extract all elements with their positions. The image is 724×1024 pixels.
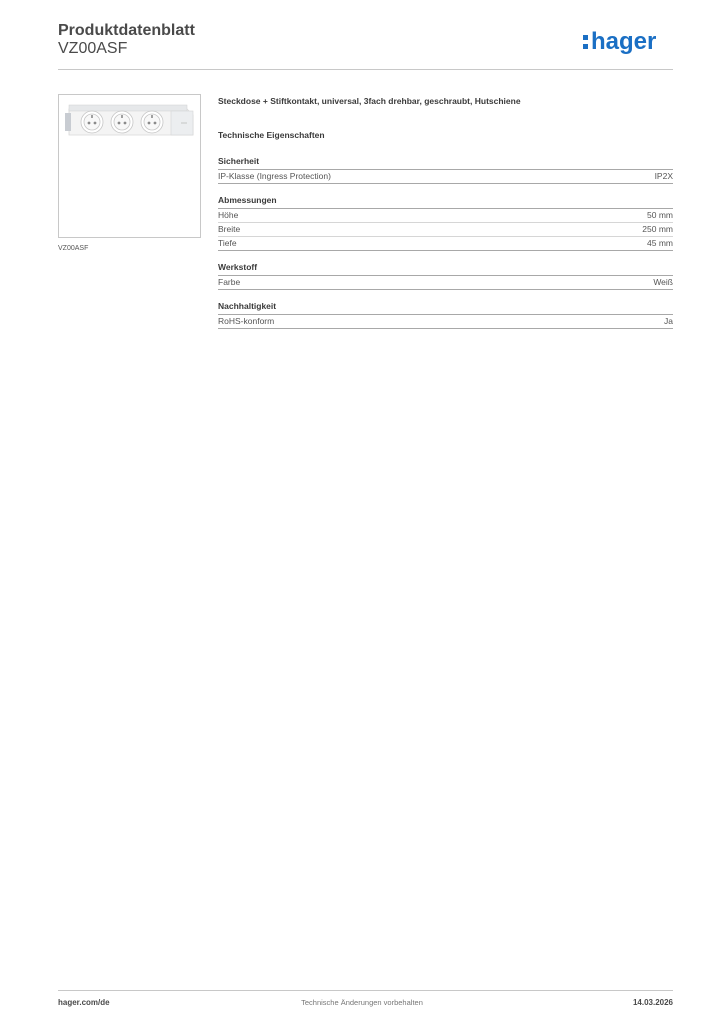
product-image [58,94,201,238]
section-title: Werkstoff [218,262,673,276]
image-caption: VZ00ASF [58,245,89,252]
footer-divider [58,990,673,991]
technical-properties-title: Technische Eigenschaften [218,130,325,140]
property-label: Farbe [218,277,241,287]
section-sicherheit [218,156,673,184]
property-row [218,237,673,251]
logo-text: hager [591,28,657,55]
property-value: IP2X [654,171,673,181]
property-label: RoHS-konform [218,316,275,326]
document-title: Produktdatenblatt [58,22,195,39]
property-value: 45 mm [647,238,673,248]
section-werkstoff [218,262,673,290]
footer-disclaimer: Technische Änderungen vorbehalten [301,998,423,1007]
footer-website: hager.com/de [58,998,110,1007]
property-label: Breite [218,224,241,234]
product-description: Steckdose + Stiftkontakt, universal, 3fach drehbar, geschraubt, Hutschiene [218,96,521,106]
article-number: VZ00ASF [58,40,128,57]
socket-3 [141,111,163,133]
section-title: Sicherheit [218,156,673,170]
section-title: Abmessungen [218,195,673,209]
property-value: Ja [664,316,673,326]
hager-logo [581,26,671,60]
property-row [218,170,673,184]
property-row [218,315,673,329]
property-row [218,276,673,290]
property-value: 50 mm [647,210,673,220]
property-value: Weiß [653,277,673,287]
document-header [58,22,673,70]
socket-2 [111,111,133,133]
property-label: Höhe [218,210,239,220]
socket-1 [81,111,103,133]
property-value: 250 mm [642,224,673,234]
property-label: Tiefe [218,238,237,248]
section-abmessungen [218,195,673,251]
property-row [218,209,673,223]
footer-date: 14.03.2026 [632,998,673,1007]
product-details [218,96,673,329]
property-label: IP-Klasse (Ingress Protection) [218,171,331,181]
property-row [218,223,673,237]
socket-strip-image [59,95,202,239]
section-title: Nachhaltigkeit [218,301,673,315]
section-nachhaltigkeit [218,301,673,329]
header-divider [58,69,673,70]
